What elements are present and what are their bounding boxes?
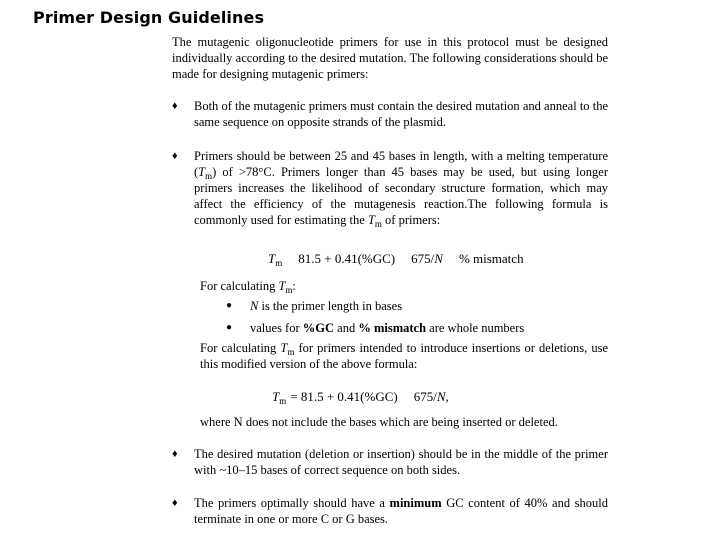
bullet-4-text [194, 495, 608, 527]
tm-subscript: m [205, 171, 213, 181]
bullet-2-part-2: ) of >78°C. Primers longer than 45 bases may be used, but using longer primers increases the likelihood of secondary structure formation, which may affect the efficiency of the mutagenesis reaction.The following formula is commonly used for estimating the [194, 165, 608, 227]
n-symbol: N [250, 299, 259, 313]
bullet-icon: ♦ [172, 497, 178, 509]
formula-1-lhs-sub: m [275, 258, 283, 268]
bullet-icon: ♦ [172, 100, 178, 112]
bullet-1-text: Both of the mutagenic primers must contain the desired mutation and anneal to the same sequence on opposite strands of the plasmid. [194, 99, 608, 129]
bullet-4-bold: minimum [389, 496, 442, 510]
sub-bullet-1-text [250, 298, 402, 314]
sub-bullet-2-bold-1: %GC [302, 321, 335, 335]
formula-1 [268, 251, 524, 267]
tm-subscript: m [285, 285, 293, 295]
bullet-4-part-2: GC content of 40% and should terminate in one or more C or G bases. [194, 496, 609, 526]
formula-2-part-3: , [445, 389, 449, 404]
formula-2 [272, 389, 449, 405]
sub-bullet-2-part-1: values for [250, 321, 303, 335]
sub-bullet-2-part-2: and [334, 321, 359, 335]
formula-2-part-1: = 81.5 + 0.41(%GC) [290, 389, 398, 404]
sub-bullet-icon: ● [226, 300, 233, 311]
bullet-2-text [194, 148, 608, 228]
tm-symbol: T [278, 279, 286, 293]
formula-1-part-1: 81.5 + 0.41(%GC) [298, 251, 396, 266]
bullet-icon: ♦ [172, 448, 178, 460]
sub-bullet-icon: ● [226, 322, 233, 333]
formula-2-n: N [436, 389, 446, 404]
sub-bullet-2-text [250, 320, 524, 336]
formula-1-part-2: 675/ [411, 251, 435, 266]
modified-formula-note [200, 340, 608, 372]
sub-bullet-2-part-3: are whole numbers [426, 321, 525, 335]
sub-bullet-2-bold-2: % mismatch [358, 321, 427, 335]
tm-symbol: T [280, 341, 288, 355]
formula-2-lhs: T [272, 389, 280, 404]
sub-bullet-1-rest: is the primer length in bases [258, 299, 403, 313]
formula-1-part-3: % mismatch [458, 251, 524, 266]
modified-note-part-1: For calculating [200, 341, 281, 355]
bullet-2-part-3: of primers: [381, 213, 441, 227]
tm-symbol: T [367, 213, 375, 227]
bullet-2-part-1: Primers should be between 25 and 45 bases in length, with a melting temperature ( [194, 149, 608, 179]
bullet-4-part-1: The primers optimally should have a [194, 496, 390, 510]
tm-subscript: m [374, 219, 382, 229]
formula-2-lhs-sub: m [279, 396, 287, 406]
intro-paragraph: The mutagenic oligonucleotide primers for use in this protocol must be designed individually according to the desired mutation. The following considerations should be made for designing mutagenic primers: [172, 35, 608, 81]
tm-symbol: T [198, 165, 206, 179]
formula-1-lhs: T [268, 251, 276, 266]
formula-1-n: N [434, 251, 443, 266]
page-title: Primer Design Guidelines [33, 8, 265, 27]
calc-label-text: For calculating [200, 279, 279, 293]
modified-note-part-2: for primers intended to introduce insertions or deletions, use this modified version of the above formula: [200, 341, 609, 371]
bullet-icon: ♦ [172, 150, 178, 162]
where-note: where N does not include the bases which are being inserted or deleted. [200, 415, 558, 429]
formula-2-part-2: 675/ [413, 389, 437, 404]
tm-subscript: m [287, 347, 295, 357]
bullet-3-text: The desired mutation (deletion or insertion) should be in the middle of the primer with ~10–15 bases of correct sequence on both sides. [194, 447, 608, 477]
calc-label [200, 278, 296, 294]
calc-label-colon: : [292, 279, 296, 293]
